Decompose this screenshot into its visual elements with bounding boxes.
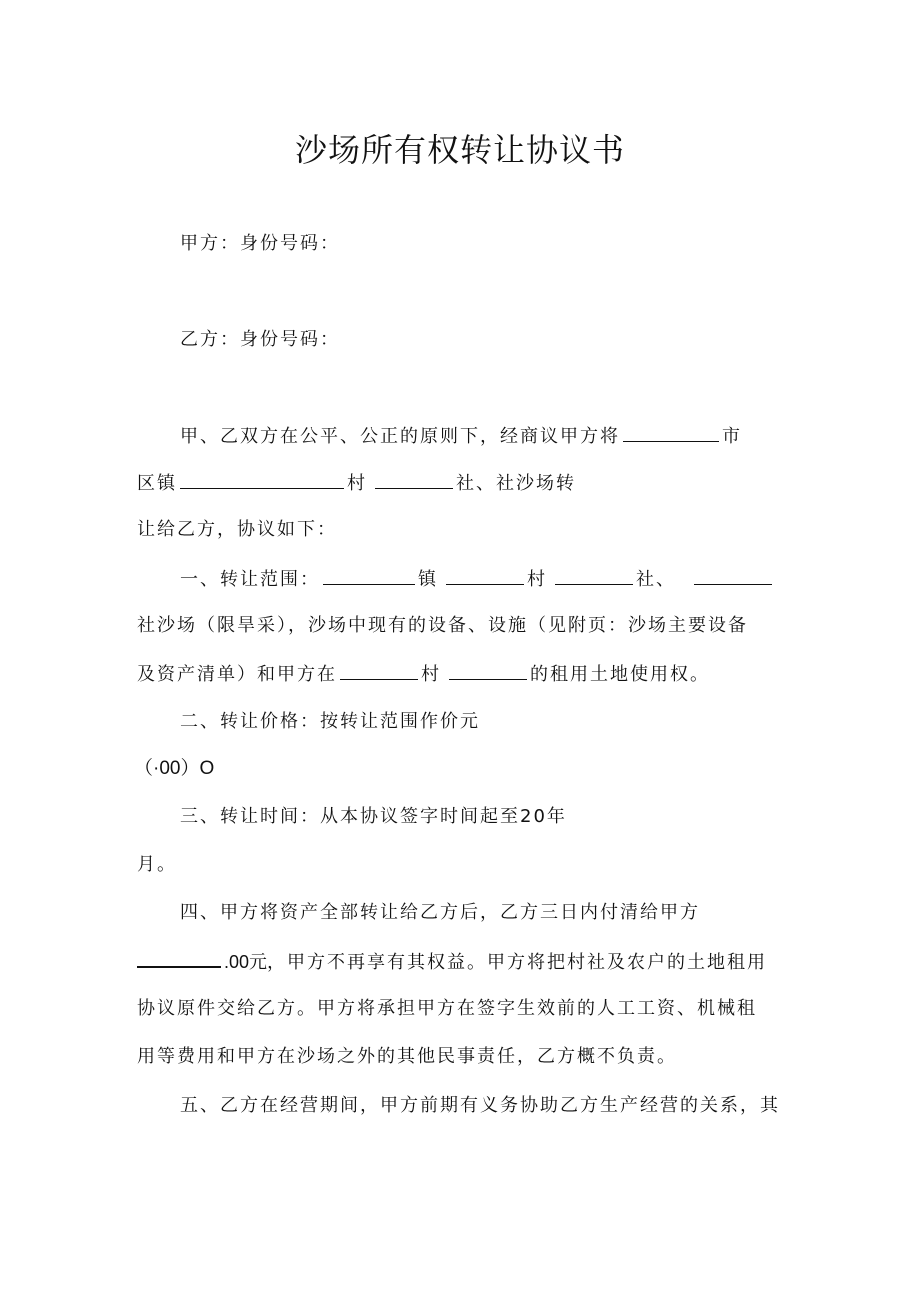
intro-text: 村 xyxy=(347,473,367,494)
clause-text: 及资产清单）和甲方在 xyxy=(137,664,337,685)
village-blank xyxy=(446,566,524,585)
clause1-line-2: 社沙场（限旱采），沙场中现有的设备、设施（见附页：沙场主要设备 xyxy=(137,615,748,636)
clause-text: ，甲方不再享有其权益。甲方将把村社及农户的土地租用 xyxy=(267,952,768,973)
society-blank xyxy=(555,566,633,585)
clause-text: 一、转让范围： xyxy=(180,569,320,590)
intro-line-3: 让给乙方，协议如下： xyxy=(137,519,337,540)
clause4-line-1: 四、甲方将资产全部转让给乙方后，乙方三日内付清给甲方 xyxy=(180,902,700,923)
amount-suffix: .00元 xyxy=(224,952,268,972)
clause-text: 村 xyxy=(527,569,547,590)
clause5-line-1: 五、乙方在经营期间，甲方前期有义务协助乙方生产经营的关系，其 xyxy=(180,1095,780,1116)
city-blank xyxy=(623,423,719,442)
village-blank xyxy=(375,470,453,489)
intro-text: 市 xyxy=(722,426,742,447)
party-a-line: 甲方：身份号码： xyxy=(180,233,340,254)
clause-text: 的租用土地使用权。 xyxy=(530,664,710,685)
clause3-line-2: 月。 xyxy=(137,854,177,875)
clause1-line-1 xyxy=(180,566,775,593)
clause2-line-2: （·00）O xyxy=(134,758,215,779)
clause-text: 镇 xyxy=(418,569,438,590)
intro-text: 区镇 xyxy=(137,473,177,494)
intro-text: 社、社沙场转 xyxy=(456,473,576,494)
intro-line-2 xyxy=(137,470,576,497)
intro-text: 甲、乙双方在公平、公正的原则下，经商议甲方将 xyxy=(180,426,620,447)
clause3-line-1: 三、转让时间：从本协议签字时间起至20年 xyxy=(180,806,567,827)
clause-text: 社、 xyxy=(636,569,676,590)
clause2-line-1: 二、转让价格：按转让范围作价元 xyxy=(180,711,480,732)
land-blank xyxy=(449,661,527,680)
intro-line-1 xyxy=(180,423,742,450)
clause4-line-3: 协议原件交给乙方。甲方将承担甲方在签字生效前的人工工资、机械租 xyxy=(137,998,757,1019)
society-blank xyxy=(694,566,772,585)
clause4-line-2 xyxy=(137,948,767,976)
village-blank xyxy=(340,661,418,680)
clause1-line-3 xyxy=(137,661,710,688)
town-blank xyxy=(323,566,415,585)
town-blank xyxy=(180,470,344,489)
clause4-line-4: 用等费用和甲方在沙场之外的其他民事责任，乙方概不负责。 xyxy=(137,1046,677,1067)
document-title: 沙场所有权转让协议书 xyxy=(294,131,625,169)
amount-blank xyxy=(137,948,221,968)
clause-text: 村 xyxy=(421,664,441,685)
party-b-line: 乙方：身份号码： xyxy=(180,329,340,350)
